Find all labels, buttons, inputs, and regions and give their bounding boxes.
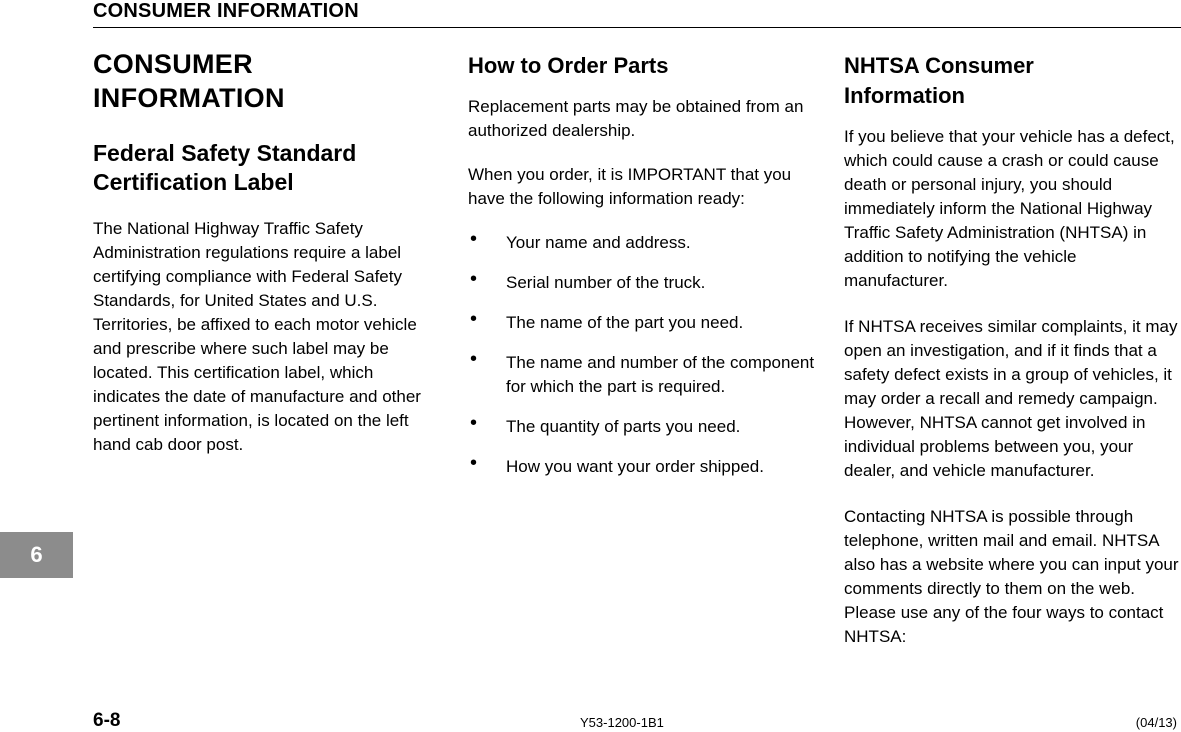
order-parts-paragraph-1: Replacement parts may be obtained from an authorized dealership. [468,97,804,140]
page-title: CONSUMER INFORMATION [93,49,285,113]
page-number: 6-8 [93,710,121,731]
chapter-tab: 6 [0,532,73,578]
column-order-parts [468,47,816,495]
list-item-text: How you want your order shipped. [506,457,764,476]
bullet-icon: • [470,452,478,474]
order-info-list [468,228,816,479]
column-nhtsa [844,47,1181,671]
bullet-icon: • [470,268,478,290]
list-item-text: Your name and address. [506,233,691,252]
list-item-text: The name and number of the component for which the part is required. [506,353,815,396]
nhtsa-paragraph-2: If NHTSA receives similar complaints, it may open an investigation, and if it finds that a safety defect exists in a group of vehicles, it may order a recall and remedy campaign. However, NHTSA cannot get involved in individual problems between you, your dealer, and vehicle manufacturer. [844,317,1178,480]
list-item [468,452,816,479]
list-item [468,308,816,335]
section-heading-nhtsa: NHTSA Consumer Information [844,53,1034,108]
bullet-icon: • [470,308,478,330]
list-item-text: The name of the part you need. [506,313,744,332]
document-date: (04/13) [1135,715,1177,730]
column-certification [93,47,438,479]
header-divider [93,27,1181,28]
bullet-icon: • [470,412,478,434]
section-heading-certification-label: Federal Safety Standard Certification Label [93,140,357,195]
running-header: CONSUMER INFORMATION [93,0,359,22]
nhtsa-paragraph-1: If you believe that your vehicle has a defect, which could cause a crash or could cause death or personal injury, you should immediately inform the National Highway Traffic Safety Administration (NHTSA) in addition to notifying the vehicle manufacturer. [844,127,1175,290]
nhtsa-paragraph-3: Contacting NHTSA is possible through telephone, written mail and email. NHTSA also has a website where you can input your comments directly to them on the web. Please use any of the four ways to contact NHTSA: [844,507,1179,646]
list-item [468,228,816,255]
certification-paragraph: The National Highway Traffic Safety Administration regulations require a label certifying compliance with Federal Safety Standards, for United States and U.S. Territories, be affixed to each motor vehicle and prescribe where such label may be located. This certification label, which indicates the date of manufacture and other pertinent information, is located on the left hand cab door post. [93,219,421,454]
bullet-icon: • [470,228,478,250]
list-item [468,348,816,399]
bullet-icon: • [470,348,478,370]
list-item [468,268,816,295]
list-item-text: Serial number of the truck. [506,273,706,292]
section-heading-order-parts: How to Order Parts [468,53,669,78]
list-item-text: The quantity of parts you need. [506,417,741,436]
list-item [468,412,816,439]
order-parts-paragraph-2: When you order, it is IMPORTANT that you have the following information ready: [468,165,792,208]
document-code: Y53-1200-1B1 [580,715,664,730]
